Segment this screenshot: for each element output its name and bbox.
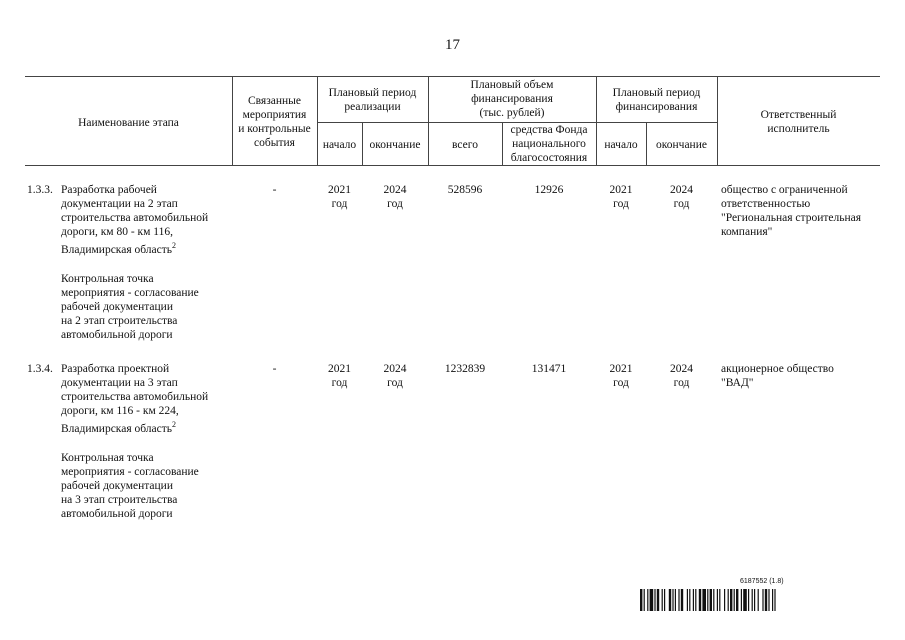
row-fin-end: 2024 год (670, 363, 693, 389)
footnote-mark: 2 (172, 241, 177, 250)
barcode-bar (743, 589, 747, 611)
barcode-image (640, 589, 858, 611)
row-responsible: общество с ограниченной ответственностью "Региональная строительная компания" (721, 184, 862, 238)
row-impl-start: 2021 год (328, 184, 351, 210)
barcode-bar (724, 589, 725, 611)
header-responsible: Ответственный исполнитель (760, 109, 837, 135)
barcode-bar (687, 589, 688, 611)
barcode-bar (695, 589, 696, 611)
barcode-label: 6187552 (1.8) (740, 578, 784, 585)
row-impl-end: 2024 год (383, 184, 407, 210)
row-related: - (272, 363, 277, 375)
row-impl-end: 2024 год (383, 363, 407, 389)
barcode-bar (741, 589, 742, 611)
barcode-bar (752, 589, 753, 611)
header-fund: средства Фонда национального благосостояния (510, 124, 588, 164)
row-impl-start: 2021 год (328, 363, 351, 389)
row-fund: 12926 (534, 184, 564, 196)
header-related: Связанные мероприятия и контрольные события (238, 95, 311, 149)
barcode-bar (762, 589, 763, 611)
header-total: всего (452, 139, 478, 151)
footnote-mark: 2 (172, 420, 177, 429)
barcode-bar (774, 589, 775, 611)
row-fin-end: 2024 год (670, 184, 693, 210)
barcode-bar (675, 589, 676, 611)
row-responsible: акционерное общество "ВАД" (721, 363, 834, 389)
row-fin-start: 2021 год (609, 363, 633, 389)
row-number: 1.3.3. (27, 184, 53, 196)
barcode-bar (650, 589, 654, 611)
barcode-bar (699, 589, 701, 611)
barcode-bar (657, 589, 659, 611)
row-total: 1232839 (444, 363, 486, 375)
barcode-bar (689, 589, 690, 611)
header-period-financing: Плановый период финансирования (612, 87, 701, 113)
barcode-bar (730, 589, 732, 611)
barcode-bar (717, 589, 718, 611)
header-impl-start: начало (322, 139, 357, 151)
row-total: 528596 (447, 184, 483, 196)
header-volume: Плановый объем финансирования (тыс. рублей) (470, 79, 554, 119)
barcode-bar (672, 589, 673, 611)
row-fund: 131471 (531, 363, 567, 375)
barcode-bar (713, 589, 714, 611)
barcode-bar (765, 589, 767, 611)
barcode-bar (707, 589, 708, 611)
barcode-bar (681, 589, 683, 611)
barcode-bar (693, 589, 694, 611)
header-period-implementation: Плановый период реализации (328, 87, 417, 113)
row-fin-start: 2021 год (609, 184, 633, 210)
barcode-bar (719, 589, 720, 611)
header-impl-end: окончание (369, 139, 421, 151)
barcode-bar (644, 589, 645, 611)
barcode-bar (710, 589, 712, 611)
barcode-bar (678, 589, 679, 611)
barcode-bar (748, 589, 749, 611)
barcode-bar (647, 589, 648, 611)
barcode-bar (702, 589, 706, 611)
barcode-bar (640, 589, 642, 611)
barcode-bar (728, 589, 729, 611)
barcode-bar (662, 589, 663, 611)
barcode-bar (734, 589, 735, 611)
barcode-bar (754, 589, 755, 611)
page-number: 17 (445, 37, 460, 53)
row-stage-name: Разработка рабочей документации на 2 этап строительства автомобильной дороги, км 80 - км 116, Владимирская область$^2$ (61, 184, 209, 256)
barcode-bar (772, 589, 773, 611)
row-stage-name: Разработка проектной документации на 3 этап строительства автомобильной дороги, км 116 - км 224, Владимирская область$^2$ (61, 363, 209, 435)
barcode-bar (664, 589, 665, 611)
row-control-point: Контрольная точка мероприятия - согласование рабочей документации на 3 этап строительства автомобильной дороги (61, 452, 199, 520)
barcode-bar (768, 589, 769, 611)
barcode-bar (654, 589, 655, 611)
barcode-bar (736, 589, 738, 611)
row-related: - (272, 184, 277, 196)
header-fin-end: окончание (656, 139, 707, 151)
row-control-point: Контрольная точка мероприятия - согласование рабочей документации на 2 этап строительства автомобильной дороги (61, 273, 199, 341)
barcode-bar (669, 589, 671, 611)
header-fin-start: начало (604, 139, 638, 151)
header-stage-name: Наименование этапа (78, 117, 179, 129)
barcode-bar (758, 589, 759, 611)
row-number: 1.3.4. (27, 363, 53, 375)
